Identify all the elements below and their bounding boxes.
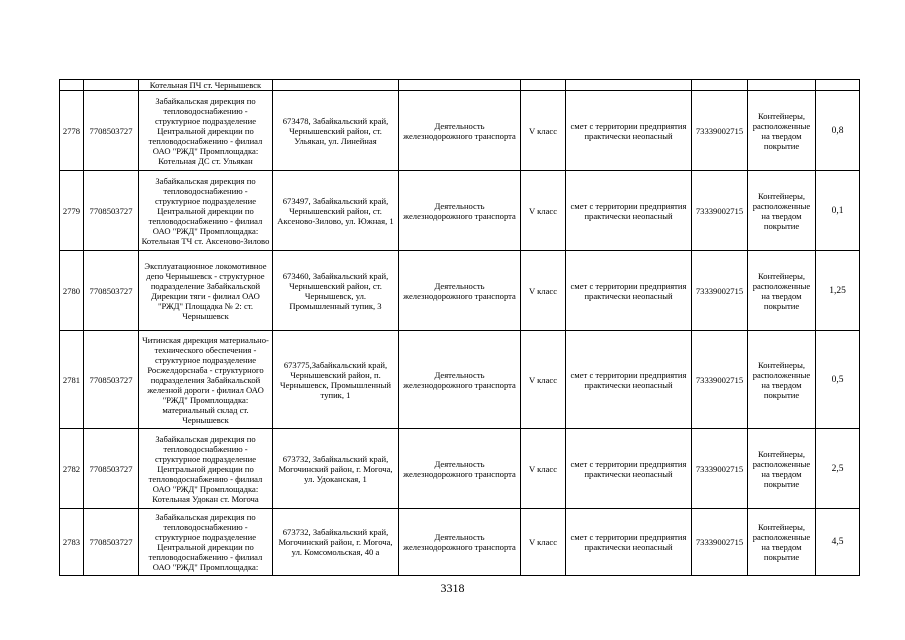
activity-cell: Деятельность железнодорожного транспорта — [399, 429, 521, 509]
address-cell: 673732, Забайкальский край, Могочинский район, г. Могоча, ул. Удоканская, 1 — [273, 429, 399, 509]
waste-code-cell: 73339002715 — [692, 509, 748, 576]
storage-method-cell: Контейнеры, расположенные на твердом покрытие — [748, 91, 816, 171]
cell-empty — [60, 80, 84, 91]
activity-cell: Деятельность железнодорожного транспорта — [399, 251, 521, 331]
waste-code-cell: 73339002715 — [692, 429, 748, 509]
address-cell: 673775,Забайкальский край, Чернышевский район, п. Чернышевск, Промышленный тупик, 1 — [273, 331, 399, 429]
storage-method-cell: Контейнеры, расположенные на твердом покрытие — [748, 331, 816, 429]
table-row — [60, 171, 860, 251]
cell-empty — [692, 80, 748, 91]
activity-cell: Деятельность железнодорожного транспорта — [399, 91, 521, 171]
organization-name-cell: Забайкальская дирекция по тепловодоснабжению - структурное подразделение Центральной дирекции по тепловодоснабжению - филиал ОАО "РЖД" Промплощадка: Котельная ДС ст. Ульякан — [139, 91, 273, 171]
cell-empty — [273, 80, 399, 91]
activity-cell: Деятельность железнодорожного транспорта — [399, 331, 521, 429]
quantity-cell: 0,8 — [816, 91, 860, 171]
cell-empty — [84, 80, 139, 91]
organization-name-cell: Читинская дирекция материально-технического обеспечения - структурное подразделение Росжелдорснаба - структурного подразделения Забайкальской железной дороги - филиал ОАО "РЖД" Промплощадка: материальный склад ст. Чернышевск — [139, 331, 273, 429]
hazard-class-cell: V класс — [521, 331, 566, 429]
organization-name-cell: Котельная ПЧ ст. Чернышевск — [139, 80, 273, 91]
organization-name-cell: Забайкальская дирекция по тепловодоснабжению - структурное подразделение Центральной дирекции по тепловодоснабжению - филиал ОАО "РЖД" Промплощадка: — [139, 509, 273, 576]
hazard-class-cell: V класс — [521, 171, 566, 251]
table-row — [60, 429, 860, 509]
cell-empty — [566, 80, 692, 91]
address-cell: 673497, Забайкальский край, Чернышевский район, ст. Аксеново-Зилово, ул. Южная, 1 — [273, 171, 399, 251]
hazard-class-cell: V класс — [521, 251, 566, 331]
waste-registry-table — [59, 79, 860, 576]
address-cell: 673478, Забайкальский край, Чернышевский район, ст. Ульякан, ул. Линейная — [273, 91, 399, 171]
table-row — [60, 331, 860, 429]
table-row-continued — [60, 80, 860, 91]
waste-code-cell: 73339002715 — [692, 331, 748, 429]
hazard-class-cell: V класс — [521, 509, 566, 576]
waste-name-cell: смет с территории предприятия практически неопасный — [566, 251, 692, 331]
waste-code-cell: 73339002715 — [692, 171, 748, 251]
inn-cell: 7708503727 — [84, 171, 139, 251]
organization-name-cell: Эксплуатационное локомотивное депо Чернышевск - структурное подразделение Забайкальской Дирекции тяги - филиал ОАО "РЖД" Площадка № 2: ст. Чернышевск — [139, 251, 273, 331]
inn-cell: 7708503727 — [84, 509, 139, 576]
hazard-class-cell: V класс — [521, 91, 566, 171]
inn-cell: 7708503727 — [84, 251, 139, 331]
row-number-cell: 2783 — [60, 509, 84, 576]
storage-method-cell: Контейнеры, расположенные на твердом покрытие — [748, 509, 816, 576]
waste-name-cell: смет с территории предприятия практически неопасный — [566, 429, 692, 509]
cell-empty — [748, 80, 816, 91]
inn-cell: 7708503727 — [84, 331, 139, 429]
quantity-cell: 4,5 — [816, 509, 860, 576]
cell-empty — [816, 80, 860, 91]
waste-code-cell: 73339002715 — [692, 251, 748, 331]
waste-name-cell: смет с территории предприятия практически неопасный — [566, 509, 692, 576]
address-cell: 673460, Забайкальский край, Чернышевский район, ст. Чернышевск, ул. Промышленный тупик, 3 — [273, 251, 399, 331]
row-number-cell: 2780 — [60, 251, 84, 331]
table-row — [60, 91, 860, 171]
waste-name-cell: смет с территории предприятия практически неопасный — [566, 91, 692, 171]
quantity-cell: 2,5 — [816, 429, 860, 509]
page-number: 3318 — [440, 581, 465, 595]
quantity-cell: 0,5 — [816, 331, 860, 429]
organization-name-cell: Забайкальская дирекция по тепловодоснабжению - структурное подразделение Центральной дирекции по тепловодоснабжению - филиал ОАО "РЖД" Промплощадка: Котельная Удокан ст. Могоча — [139, 429, 273, 509]
waste-name-cell: смет с территории предприятия практически неопасный — [566, 171, 692, 251]
address-cell: 673732, Забайкальский край, Могочинский район, г. Могоча, ул. Комсомольская, 40 а — [273, 509, 399, 576]
row-number-cell: 2782 — [60, 429, 84, 509]
table-row — [60, 251, 860, 331]
inn-cell: 7708503727 — [84, 429, 139, 509]
table-row — [60, 509, 860, 576]
row-number-cell: 2781 — [60, 331, 84, 429]
row-number-cell: 2778 — [60, 91, 84, 171]
row-number-cell: 2779 — [60, 171, 84, 251]
storage-method-cell: Контейнеры, расположенные на твердом покрытие — [748, 171, 816, 251]
storage-method-cell: Контейнеры, расположенные на твердом покрытие — [748, 251, 816, 331]
activity-cell: Деятельность железнодорожного транспорта — [399, 171, 521, 251]
storage-method-cell: Контейнеры, расположенные на твердом покрытие — [748, 429, 816, 509]
organization-name-cell: Забайкальская дирекция по тепловодоснабжению - структурное подразделение Центральной дирекции по тепловодоснабжению - филиал ОАО "РЖД" Промплощадка: Котельная ТЧ ст. Аксеново-Зиловo — [139, 171, 273, 251]
quantity-cell: 1,25 — [816, 251, 860, 331]
cell-empty — [521, 80, 566, 91]
inn-cell: 7708503727 — [84, 91, 139, 171]
waste-name-cell: смет с территории предприятия практически неопасный — [566, 331, 692, 429]
waste-code-cell: 73339002715 — [692, 91, 748, 171]
activity-cell: Деятельность железнодорожного транспорта — [399, 509, 521, 576]
hazard-class-cell: V класс — [521, 429, 566, 509]
cell-empty — [399, 80, 521, 91]
quantity-cell: 0,1 — [816, 171, 860, 251]
